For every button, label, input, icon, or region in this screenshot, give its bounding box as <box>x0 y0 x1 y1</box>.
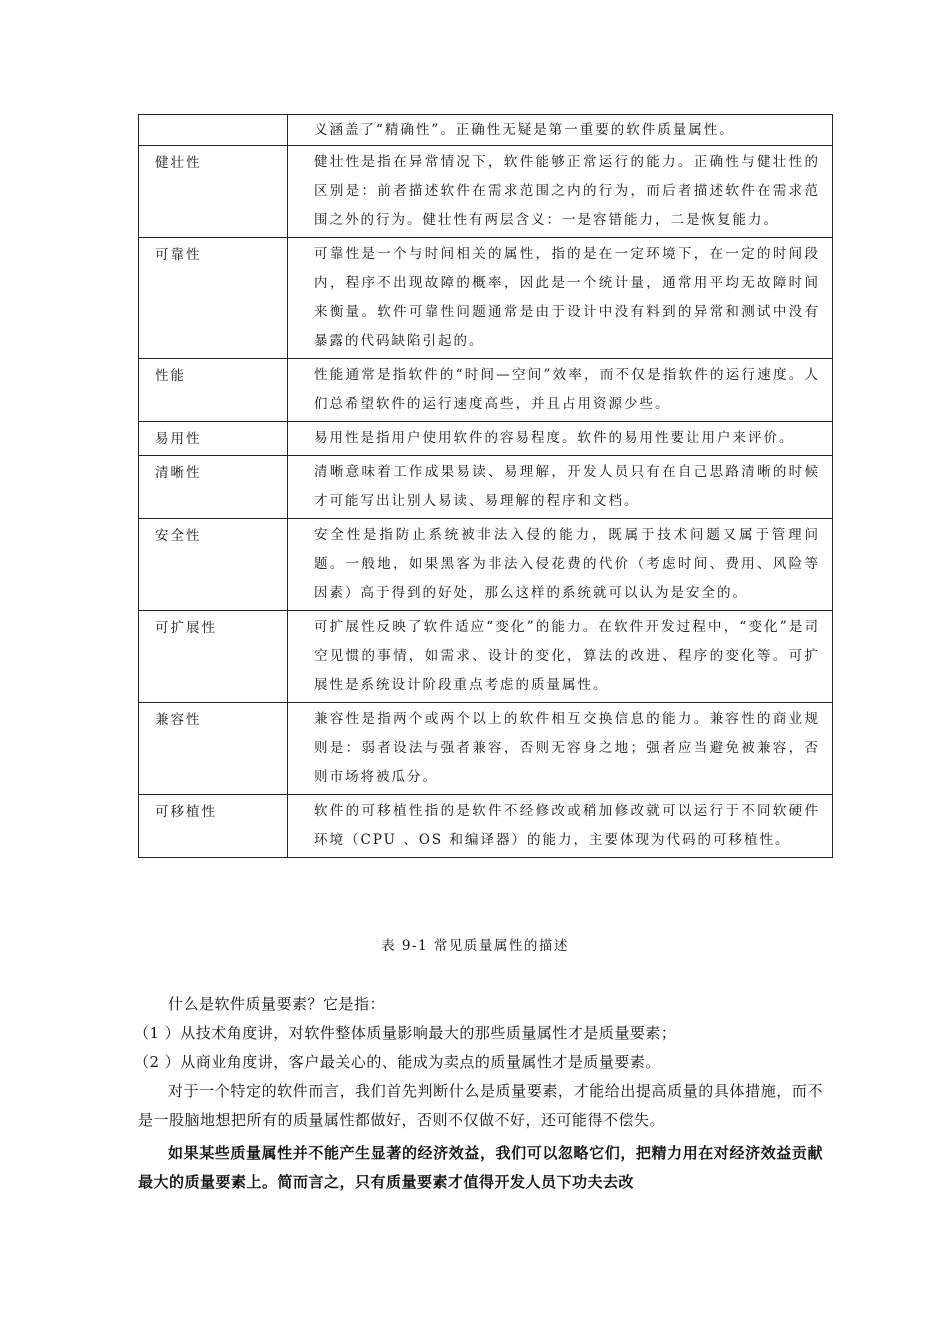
list-item: （2 ）从商业角度讲，客户最关心的、能成为卖点的质量属性才是质量要素。 <box>134 1053 661 1071</box>
attribute-name: 性能 <box>139 359 288 422</box>
list-item: （1 ）从技术角度讲，对软件整体质量影响最大的那些质量属性才是质量要素； <box>134 1024 677 1042</box>
attribute-description: 健壮性是指在异常情况下，软件能够正常运行的能力。正确性与健壮性的区别是：前者描述软件在需求范围之内的行为，而后者描述软件在需求范围之外的行为。健壮性有两层含义：一是容错能力，二是恢复能力。 <box>288 146 833 238</box>
bold-paragraph: 如果某些质量属性并不能产生显著的经济效益，我们可以忽略它们，把精力用在对经济效益贡献最大的质量要素上。简而言之，只有质量要素才值得开发人员下功夫去改 <box>138 1144 823 1191</box>
attribute-description: 可靠性是一个与时间相关的属性，指的是在一定环境下，在一定的时间段内，程序不出现故障的概率，因此是一个统计量，通常用平均无故障时间来衡量。软件可靠性问题通常是由于设计中没有料到的异常和测试中没有暴露的代码缺陷引起的。 <box>288 238 833 359</box>
table-row <box>139 238 833 359</box>
attribute-name: 健壮性 <box>139 146 288 238</box>
attribute-name: 清晰性 <box>139 456 288 519</box>
body-text <box>134 990 823 1197</box>
table-row <box>139 359 833 422</box>
attribute-description: 兼容性是指两个或两个以上的软件相互交换信息的能力。兼容性的商业规则是：弱者设法与强者兼容，否则无容身之地；强者应当避免被兼容，否则市场将被瓜分。 <box>288 703 833 795</box>
table-row <box>139 703 833 795</box>
table-row <box>139 115 833 146</box>
attribute-description: 性能通常是指软件的“时间—空间”效率，而不仅是指软件的运行速度。人们总希望软件的运行速度高些，并且占用资源少些。 <box>288 359 833 422</box>
attribute-description: 清晰意味着工作成果易读、易理解，开发人员只有在自己思路清晰的时候才可能写出让别人易读、易理解的程序和文档。 <box>288 456 833 519</box>
attribute-name: 安全性 <box>139 519 288 611</box>
attribute-description: 易用性是指用户使用软件的容易程度。软件的易用性要让用户来评价。 <box>288 422 833 456</box>
table-row <box>139 519 833 611</box>
table-row <box>139 795 833 858</box>
attribute-name: 可移植性 <box>139 795 288 858</box>
table-row <box>139 422 833 456</box>
attribute-description: 软件的可移植性指的是软件不经修改或稍加修改就可以运行于不同软硬件环境（CPU 、OS 和编译器）的能力，主要体现为代码的可移植性。 <box>288 795 833 858</box>
quality-attributes-table <box>138 114 833 858</box>
paragraph: 对于一个特定的软件而言，我们首先判断什么是质量要素，才能给出提高质量的具体措施，而不是一股脑地想把所有的质量属性都做好，否则不仅做不好，还可能得不偿失。 <box>138 1082 823 1129</box>
attribute-name: 兼容性 <box>139 703 288 795</box>
attribute-description: 义涵盖了“精确性”。正确性无疑是第一重要的软件质量属性。 <box>288 115 833 146</box>
attribute-name: 易用性 <box>139 422 288 456</box>
attribute-name: 可靠性 <box>139 238 288 359</box>
attribute-description: 安全性是指防止系统被非法入侵的能力，既属于技术问题又属于管理问题。一般地，如果黑客为非法入侵花费的代价（考虑时间、费用、风险等因素）高于得到的好处，那么这样的系统就可以认为是安全的。 <box>288 519 833 611</box>
table-row <box>139 456 833 519</box>
attribute-description: 可扩展性反映了软件适应“变化”的能力。在软件开发过程中，“变化”是司空见惯的事情，如需求、设计的变化，算法的改进、程序的变化等。可扩展性是系统设计阶段重点考虑的质量属性。 <box>288 611 833 703</box>
table-row <box>139 146 833 238</box>
table-row <box>139 611 833 703</box>
table-caption: 表 9-1 常见质量属性的描述 <box>381 938 569 954</box>
attribute-name: 可扩展性 <box>139 611 288 703</box>
attribute-name <box>139 115 288 146</box>
paragraph: 什么是软件质量要素？它是指： <box>168 995 386 1013</box>
